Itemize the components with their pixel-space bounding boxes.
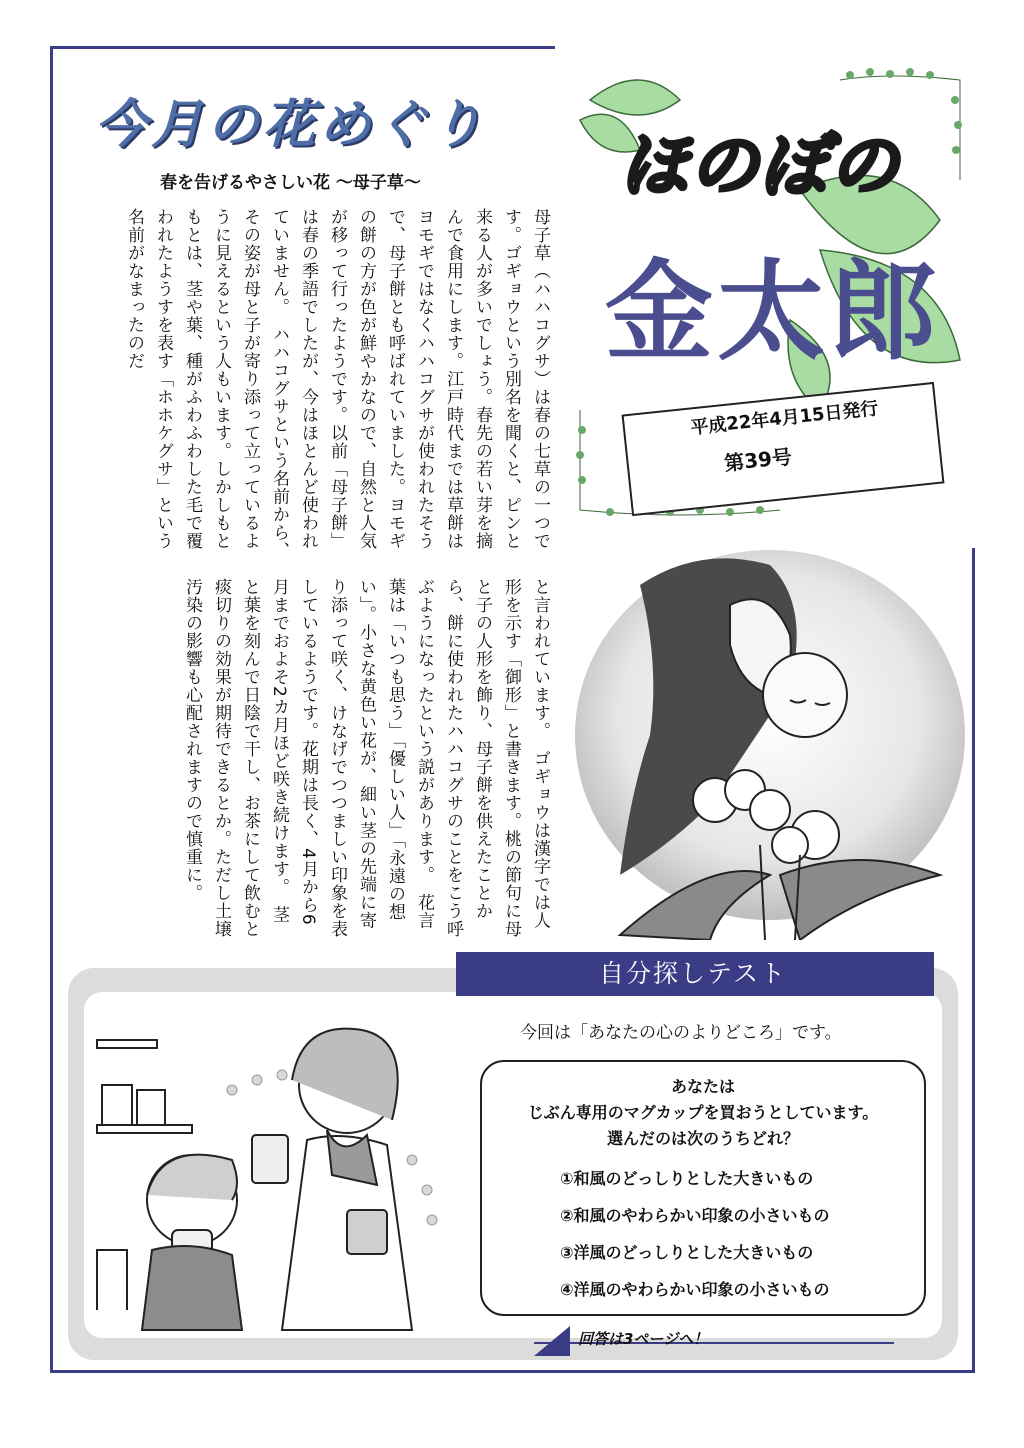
frame-top	[50, 46, 555, 49]
frame-bottom	[50, 1370, 975, 1373]
option-2: ②和風のやわらかい印象の小さいもの	[560, 1206, 830, 1225]
frame-left	[50, 46, 53, 1372]
article-column-1: 母子草（ハハコグサ）は春の七草の一つです。ゴギョウという別名を聞くと、ピンと来る人が多いでしょう。春先の若い芽を摘んで食用にします。江戸時代までは草餅はヨモギではなくハハコグサが使われたそうで、母子餅とも呼ばれていました。ヨモギの餅の方が色が鮮やかなので、自然と人気が移って行ったようです。以前「母子餅」は春の季語でしたが、今はほとんど使われていません。 ハハコグサという名前から、その姿が母と子が寄り添って立っているように見えるという人もいます。しかしもともとは、茎や葉、種がふわふわした毛で覆われたようすを表す「ホホケグサ」という名前がなまったのだ	[124, 208, 550, 560]
option-1: ①和風のどっしりとした大きいもの	[560, 1169, 814, 1188]
answer-pointer-icon	[534, 1326, 570, 1356]
question-line-3: 選んだのは次のうちどれ？	[606, 1129, 799, 1148]
test-header: 自分探しテスト	[456, 952, 930, 996]
mother-child-illustration	[560, 545, 970, 940]
option-3: ③洋風のどっしりとした大きいもの	[560, 1243, 814, 1262]
option-4: ④洋風のやわらかい印象の小さいもの	[560, 1280, 830, 1299]
section-subtitle: 春を告げるやさしい花 〜母子草〜	[160, 173, 421, 193]
issue-date: 平成22年4月15日発行	[689, 398, 880, 439]
answer-note: 回答は3ページへ！	[578, 1330, 709, 1348]
section-title: 今月の花めぐり	[95, 95, 488, 155]
question-line-2: じぶん専用のマグカップを買おうとしています。	[527, 1103, 879, 1122]
test-intro: 今回は「あなたの心のよりどころ」です。	[520, 1023, 842, 1043]
test-header-tail	[920, 952, 934, 996]
issue-number: 第39号	[723, 444, 794, 476]
article-column-2: と言われています。 ゴギョウは漢字では人形を示す「御形」と書きます。桃の節句に母と子の人形を飾り、母子餅を供えたことから、餅に使われたハハコグサのことをこう呼ぶようになったという説があります。 花言葉は「いつも思う」「優しい人」「永遠の想い」。小さな黄色い花が、細い茎の先端に寄り添って咲く、けなげでつつましい印象を表しているようです。花期は長く、4月から6月までおよそ2カ月ほど咲き続けます。 茎と葉を刻んで日陰で干し、お茶にして飲むと痰切りの効果が期待できるとか。ただし土壌汚染の影響も心配されますので慎重に。	[182, 578, 550, 938]
masthead-title-line2: 金太郎	[605, 250, 942, 375]
mug-shopping-illustration	[92, 1010, 452, 1335]
frame-right	[972, 548, 975, 1373]
masthead-title-line1: ほのぼの	[620, 127, 901, 206]
question-line-1: あなたは	[670, 1077, 735, 1096]
